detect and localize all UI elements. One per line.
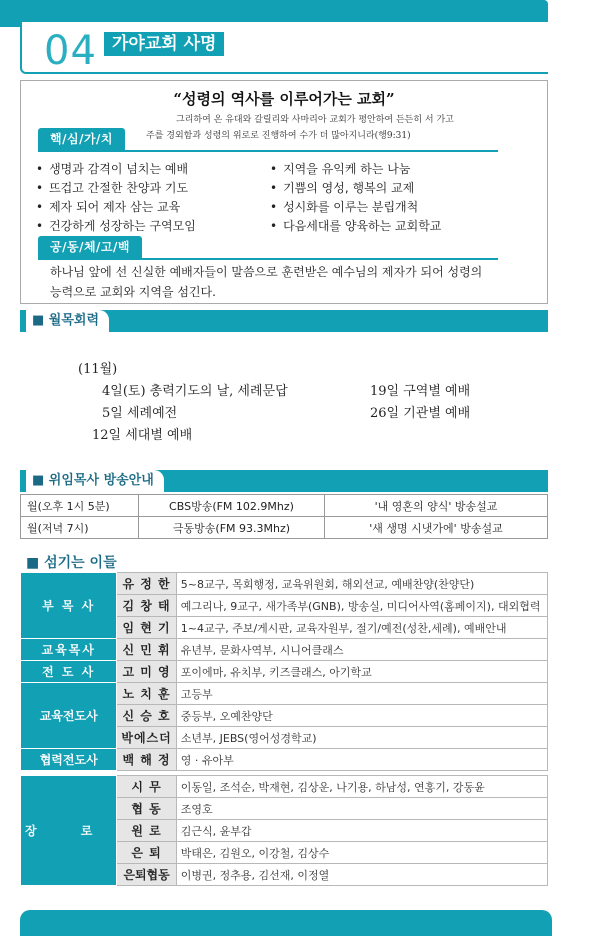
staff-duty: 유년부, 문화사역부, 시니어클래스 <box>176 639 547 661</box>
staff-duty: 고등부 <box>176 683 547 705</box>
table-row <box>21 661 548 683</box>
role-cell: 협력전도사 <box>21 749 117 771</box>
bottom-band <box>20 910 552 936</box>
core-value-item: • 건강하게 성장하는 구역모임 <box>36 217 196 236</box>
core-value-item: • 다음세대를 양육하는 교회학교 <box>270 217 441 236</box>
elder-category: 은 퇴 <box>117 842 176 864</box>
staff-duty: 중등부, 오예찬양단 <box>176 705 547 727</box>
schedule-item: 12일 세대별 예배 <box>92 428 193 443</box>
broadcast-section-title: ■ 위임목사 방송안내 <box>26 470 164 492</box>
staff-name: 임 현 기 <box>117 617 176 639</box>
schedule-month: (11월) <box>78 362 118 377</box>
scripture-verse <box>146 112 476 144</box>
elder-category: 시 무 <box>117 776 176 798</box>
community-confession <box>50 262 520 302</box>
staff-duty: 1~4교구, 주보/게시판, 교육자원부, 절기/예전(성찬,세례), 예배안내 <box>176 617 547 639</box>
staff-duty: 영 · 유아부 <box>176 749 547 771</box>
meeting-section-bar <box>20 310 548 332</box>
role-cell: 교육목사 <box>21 639 117 661</box>
table-row <box>21 776 548 798</box>
staff-duty: 소년부, JEBS(영어성경학교) <box>176 727 547 749</box>
core-value-item: • 제자 되어 제자 삼는 교육 <box>36 198 196 217</box>
core-value-item: • 생명과 감격이 넘치는 예배 <box>36 160 196 179</box>
broadcast-table <box>20 494 548 539</box>
staff-name: 고 미 영 <box>117 661 176 683</box>
schedule-item: 5일 세례예전 <box>102 406 178 421</box>
elder-category: 협 동 <box>117 798 176 820</box>
schedule-item: 4일(토) 총력기도의 날, 세례문답 <box>102 384 288 399</box>
confession-line: 능력으로 교회와 지역을 섬긴다. <box>50 285 216 299</box>
core-value-item: • 지역을 유익케 하는 나눔 <box>270 160 441 179</box>
confession-line: 하나님 앞에 선 신실한 예배자들이 말씀으로 훈련받은 예수님의 제자가 되어 성령의 <box>50 265 483 279</box>
staff-name: 백 해 정 <box>117 749 176 771</box>
broadcast-time: 월(오후 1시 5분) <box>21 495 139 517</box>
elder-names: 박태은, 김원오, 이강철, 김상수 <box>176 842 547 864</box>
chapter-frame <box>20 22 548 74</box>
core-values-label: 핵/심/가/치 <box>38 128 125 150</box>
chapter-number: 04 <box>44 28 97 74</box>
elder-names: 김근식, 윤부갑 <box>176 820 547 842</box>
table-row <box>21 495 548 517</box>
table-row <box>21 639 548 661</box>
elder-category: 은퇴협동 <box>117 864 176 886</box>
core-value-item: • 기쁨의 영성, 행복의 교제 <box>270 179 441 198</box>
chapter-title: 가야교회 사명 <box>104 32 224 56</box>
core-values-underline <box>38 150 498 152</box>
table-row <box>21 749 548 771</box>
schedule-item: 19일 구역별 예배 <box>370 384 471 399</box>
staff-name: 신 민 휘 <box>117 639 176 661</box>
staff-name: 김 창 태 <box>117 595 176 617</box>
elder-category: 원 로 <box>117 820 176 842</box>
role-cell: 부 목 사 <box>21 573 117 639</box>
staff-section-title: ■ 섬기는 이들 <box>26 555 117 571</box>
elder-names: 이병권, 정추용, 김선재, 이정열 <box>176 864 547 886</box>
core-values-right <box>270 160 441 236</box>
core-value-item: • 성시화를 이루는 분립개척 <box>270 198 441 217</box>
staff-name: 노 치 훈 <box>117 683 176 705</box>
elder-names: 이동일, 조석순, 박재현, 김상운, 나기용, 하남성, 연홍기, 강동윤 <box>176 776 547 798</box>
community-underline <box>38 258 498 260</box>
staff-duty: 예그리나, 9교구, 새가족부(GNB), 방송실, 미디어사역(홈페이지), 대외협력 <box>176 595 547 617</box>
table-row <box>21 683 548 705</box>
table-row <box>21 517 548 539</box>
table-row <box>21 573 548 595</box>
staff-name: 유 정 한 <box>117 573 176 595</box>
broadcast-program: '내 영혼의 양식' 방송설교 <box>325 495 548 517</box>
role-cell: 교육전도사 <box>21 683 117 749</box>
broadcast-section-bar <box>20 470 548 492</box>
role-cell: 전 도 사 <box>21 661 117 683</box>
core-value-item: • 뜨겁고 간절한 찬양과 기도 <box>36 179 196 198</box>
broadcast-program: '새 생명 시냇가에' 방송설교 <box>325 517 548 539</box>
staff-table <box>20 572 548 886</box>
community-label: 공/동/체/고/백 <box>38 236 142 258</box>
verse-line: 그리하여 온 유대와 갈릴리와 사마리아 교회가 평안하여 든든히 서 가고 <box>176 115 454 125</box>
elder-names: 조영호 <box>176 798 547 820</box>
church-motto: “성령의 역사를 이루어가는 교회” <box>173 90 395 108</box>
staff-name: 박에스더 <box>117 727 176 749</box>
staff-duty: 5~8교구, 목회행정, 교육위원회, 해외선교, 예배찬양(찬양단) <box>176 573 547 595</box>
meeting-section-title: ■ 월목회력 <box>26 310 109 332</box>
broadcast-time: 월(저녁 7시) <box>21 517 139 539</box>
staff-duty: 포이에마, 유치부, 키즈클래스, 아기학교 <box>176 661 547 683</box>
broadcast-station: 극동방송(FM 93.3Mhz) <box>139 517 325 539</box>
broadcast-station: CBS방송(FM 102.9Mhz) <box>139 495 325 517</box>
staff-name: 신 승 호 <box>117 705 176 727</box>
verse-line: 주를 경외함과 성령의 위로로 진행하여 수가 더 많아지니라(행9:31) <box>146 131 411 141</box>
role-cell: 장 로 <box>21 776 117 886</box>
core-values-left <box>36 160 196 236</box>
schedule-item: 26일 기관별 예배 <box>370 406 471 421</box>
